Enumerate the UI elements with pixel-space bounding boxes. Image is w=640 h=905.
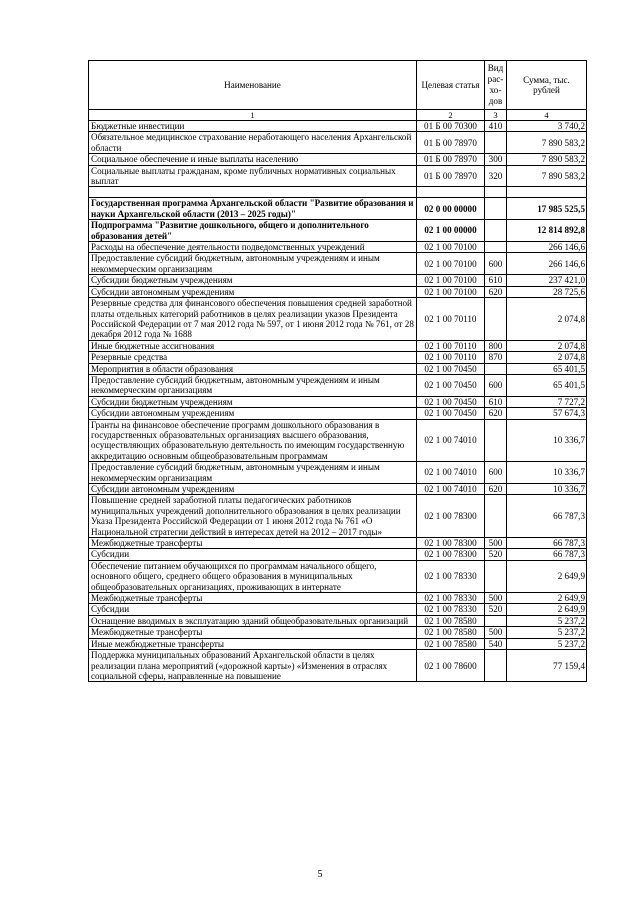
- row-sum-cell: 5 237,2: [507, 615, 587, 626]
- table-row: [89, 298, 587, 341]
- row-target-article-cell: 02 1 00 78330: [417, 560, 485, 592]
- row-expense-type-cell: [485, 363, 507, 374]
- table-row: [89, 242, 587, 253]
- row-name-cell: Расходы на обеспечение деятельности подведомственных учреждений: [89, 242, 417, 253]
- column-number: 2: [417, 110, 485, 121]
- row-sum-cell: 28 725,6: [507, 286, 587, 297]
- row-target-article-cell: 02 1 00 74010: [417, 462, 485, 484]
- row-sum-cell: 66 787,3: [507, 495, 587, 538]
- row-target-article-cell: 02 1 00 78580: [417, 638, 485, 649]
- row-sum-cell: 2 649,9: [507, 593, 587, 604]
- row-name-cell: Повышение средней заработной платы педагогических работников муниципальных учреждений дополнительного образования в целях реализации Указа Президента Российской Федерации от 1 июня 2012 года № 761 «О Национальной стратегии действий в интересах детей на 2012 – 2017 годы»: [89, 495, 417, 538]
- budget-table-container: [88, 60, 587, 682]
- row-expense-type-cell: 620: [485, 484, 507, 495]
- column-number-row: [89, 110, 587, 121]
- row-name-cell: Обязательное медицинское страхование неработающего населения Архангельской области: [89, 132, 417, 154]
- table-row: [89, 154, 587, 165]
- table-row: [89, 593, 587, 604]
- row-target-article-cell: 02 1 00 70100: [417, 242, 485, 253]
- row-target-article-cell: 02 1 00 70100: [417, 286, 485, 297]
- row-sum-cell: 7 890 583,2: [507, 132, 587, 154]
- row-target-article-cell: 02 1 00 74010: [417, 419, 485, 462]
- row-name-cell: Резервные средства для финансового обеспечения повышения средней заработной платы отдельных категорий работников в целях реализации указов Президента Российской Федерации от 7 мая 2012 года № 597, от 1 июня 2012 года № 761, от 28 декабря 2012 года № 1688: [89, 298, 417, 341]
- row-expense-type-cell: 620: [485, 286, 507, 297]
- row-name-cell: Субсидии: [89, 604, 417, 615]
- row-expense-type-cell: 520: [485, 604, 507, 615]
- table-row: [89, 396, 587, 407]
- row-target-article-cell: 02 1 00 00000: [417, 220, 485, 242]
- row-target-article-cell: 02 1 00 70450: [417, 396, 485, 407]
- row-sum-cell: 12 814 892,8: [507, 220, 587, 242]
- row-expense-type-cell: [485, 132, 507, 154]
- row-name-cell: Субсидии автономным учреждениям: [89, 286, 417, 297]
- row-sum-cell: 7 890 583,2: [507, 165, 587, 187]
- header-target-article: Целевая статья: [417, 61, 485, 110]
- row-target-article-cell: 02 1 00 70450: [417, 363, 485, 374]
- row-sum-cell: 66 787,3: [507, 549, 587, 560]
- row-target-article-cell: 02 1 00 70100: [417, 275, 485, 286]
- row-sum-cell: 5 237,2: [507, 638, 587, 649]
- table-row: [89, 352, 587, 363]
- row-target-article-cell: 02 1 00 78300: [417, 538, 485, 549]
- row-sum-cell: 77 159,4: [507, 650, 587, 682]
- row-name-cell: Межбюджетные трансферты: [89, 627, 417, 638]
- row-expense-type-cell: 600: [485, 374, 507, 396]
- row-sum-cell: 65 401,5: [507, 374, 587, 396]
- table-row: [89, 462, 587, 484]
- row-name-cell: Резервные средства: [89, 352, 417, 363]
- row-expense-type-cell: [485, 198, 507, 220]
- row-target-article-cell: 02 1 00 70450: [417, 408, 485, 419]
- row-sum-cell: 65 401,5: [507, 363, 587, 374]
- row-sum-cell: 66 787,3: [507, 538, 587, 549]
- table-row: [89, 560, 587, 592]
- row-name-cell: Предоставление субсидий бюджетным, автономным учреждениям и иным некоммерческим организациям: [89, 253, 417, 275]
- table-header-row: [89, 61, 587, 110]
- column-number: 1: [89, 110, 417, 121]
- table-row: [89, 627, 587, 638]
- row-expense-type-cell: [485, 298, 507, 341]
- table-row: [89, 538, 587, 549]
- row-target-article-cell: 02 1 00 78580: [417, 627, 485, 638]
- row-target-article-cell: 01 Б 00 70300: [417, 121, 485, 132]
- row-target-article-cell: 02 1 00 78580: [417, 615, 485, 626]
- table-row: [89, 549, 587, 560]
- table-row: [89, 220, 587, 242]
- table-row: [89, 374, 587, 396]
- row-name-cell: [89, 187, 417, 198]
- row-target-article-cell: 02 1 00 70100: [417, 253, 485, 275]
- table-row-spacer: [89, 187, 587, 198]
- row-expense-type-cell: 620: [485, 408, 507, 419]
- table-row: [89, 132, 587, 154]
- row-name-cell: Предоставление субсидий бюджетным, автономным учреждениям и иным некоммерческим организациям: [89, 462, 417, 484]
- row-sum-cell: 2 649,9: [507, 560, 587, 592]
- table-row: [89, 495, 587, 538]
- row-expense-type-cell: 800: [485, 340, 507, 351]
- table-row: [89, 363, 587, 374]
- row-expense-type-cell: 410: [485, 121, 507, 132]
- row-name-cell: Гранты на финансовое обеспечение программ дошкольного образования в государственных образовательных организациях высшего образования, осуществляющих образовательную деятельность по имеющим государственную аккредитацию основным общеобразовательным программам: [89, 419, 417, 462]
- row-expense-type-cell: 500: [485, 627, 507, 638]
- row-name-cell: Обеспечение питанием обучающихся по программам начального общего, основного общего, среднего общего образования в муниципальных общеобразовательных организациях, проживающих в интернате: [89, 560, 417, 592]
- row-name-cell: Поддержка муниципальных образований Архангельской области в целях реализации плана мероприятий («дорожной карты») «Изменения в отраслях социальной сферы, направленные на повышение: [89, 650, 417, 682]
- table-row: [89, 419, 587, 462]
- row-name-cell: Субсидии: [89, 549, 417, 560]
- budget-table: [88, 60, 587, 682]
- row-sum-cell: 266 146,6: [507, 242, 587, 253]
- row-sum-cell: 7 727,2: [507, 396, 587, 407]
- row-name-cell: Иные межбюджетные трансферты: [89, 638, 417, 649]
- row-expense-type-cell: [485, 495, 507, 538]
- row-target-article-cell: 02 1 00 78600: [417, 650, 485, 682]
- column-number: 3: [485, 110, 507, 121]
- row-expense-type-cell: 500: [485, 538, 507, 549]
- table-row: [89, 484, 587, 495]
- row-target-article-cell: 02 1 00 78300: [417, 495, 485, 538]
- row-target-article-cell: 02 1 00 70110: [417, 352, 485, 363]
- table-row: [89, 198, 587, 220]
- row-expense-type-cell: 320: [485, 165, 507, 187]
- table-row: [89, 286, 587, 297]
- row-expense-type-cell: 300: [485, 154, 507, 165]
- row-expense-type-cell: 610: [485, 275, 507, 286]
- row-expense-type-cell: [485, 560, 507, 592]
- row-sum-cell: 57 674,3: [507, 408, 587, 419]
- row-target-article-cell: [417, 187, 485, 198]
- table-row: [89, 165, 587, 187]
- row-expense-type-cell: 520: [485, 549, 507, 560]
- row-expense-type-cell: 500: [485, 593, 507, 604]
- row-expense-type-cell: [485, 419, 507, 462]
- row-sum-cell: 2 649,9: [507, 604, 587, 615]
- row-sum-cell: 2 074,8: [507, 352, 587, 363]
- header-sum: Сумма, тыс. рублей: [507, 61, 587, 110]
- row-name-cell: Межбюджетные трансферты: [89, 538, 417, 549]
- table-row: [89, 615, 587, 626]
- row-name-cell: Межбюджетные трансферты: [89, 593, 417, 604]
- row-name-cell: Подпрограмма "Развитие дошкольного, общего и дополнительного образования детей": [89, 220, 417, 242]
- row-sum-cell: 17 985 525,5: [507, 198, 587, 220]
- table-row: [89, 638, 587, 649]
- table-row: [89, 650, 587, 682]
- row-target-article-cell: 02 1 00 78330: [417, 593, 485, 604]
- row-sum-cell: 10 336,7: [507, 462, 587, 484]
- table-row: [89, 253, 587, 275]
- row-expense-type-cell: 600: [485, 462, 507, 484]
- row-sum-cell: 7 890 583,2: [507, 154, 587, 165]
- row-name-cell: Социальное обеспечение и иные выплаты населению: [89, 154, 417, 165]
- row-target-article-cell: 02 1 00 70450: [417, 374, 485, 396]
- table-row: [89, 121, 587, 132]
- page-number: 5: [317, 869, 323, 880]
- table-row: [89, 604, 587, 615]
- row-target-article-cell: 02 1 00 70110: [417, 340, 485, 351]
- row-name-cell: Субсидии бюджетным учреждениям: [89, 396, 417, 407]
- table-body: [89, 121, 587, 682]
- table-row: [89, 408, 587, 419]
- row-sum-cell: 10 336,7: [507, 484, 587, 495]
- row-sum-cell: 3 740,2: [507, 121, 587, 132]
- row-target-article-cell: 01 Б 00 78970: [417, 165, 485, 187]
- row-target-article-cell: 02 1 00 78300: [417, 549, 485, 560]
- row-expense-type-cell: 870: [485, 352, 507, 363]
- column-number: 4: [507, 110, 587, 121]
- row-sum-cell: 266 146,6: [507, 253, 587, 275]
- row-name-cell: Мероприятия в области образования: [89, 363, 417, 374]
- row-expense-type-cell: [485, 242, 507, 253]
- header-name: Наименование: [89, 61, 417, 110]
- row-target-article-cell: 02 1 00 70110: [417, 298, 485, 341]
- table-row: [89, 340, 587, 351]
- row-target-article-cell: 02 1 00 74010: [417, 484, 485, 495]
- row-name-cell: Социальные выплаты гражданам, кроме публичных нормативных социальных выплат: [89, 165, 417, 187]
- row-target-article-cell: 01 Б 00 78970: [417, 132, 485, 154]
- row-name-cell: Иные бюджетные ассигнования: [89, 340, 417, 351]
- row-expense-type-cell: [485, 615, 507, 626]
- table-row: [89, 275, 587, 286]
- row-expense-type-cell: [485, 220, 507, 242]
- row-name-cell: Субсидии автономным учреждениям: [89, 408, 417, 419]
- row-sum-cell: 10 336,7: [507, 419, 587, 462]
- row-sum-cell: 2 074,8: [507, 298, 587, 341]
- row-target-article-cell: 02 1 00 78330: [417, 604, 485, 615]
- row-expense-type-cell: [485, 650, 507, 682]
- row-target-article-cell: 01 Б 00 78970: [417, 154, 485, 165]
- row-expense-type-cell: 600: [485, 253, 507, 275]
- row-name-cell: Предоставление субсидий бюджетным, автономным учреждениям и иным некоммерческим организациям: [89, 374, 417, 396]
- row-expense-type-cell: 540: [485, 638, 507, 649]
- row-sum-cell: 237 421,0: [507, 275, 587, 286]
- row-sum-cell: 5 237,2: [507, 627, 587, 638]
- row-target-article-cell: 02 0 00 00000: [417, 198, 485, 220]
- header-expense-type: Вид рас-хо-дов: [485, 61, 507, 110]
- row-sum-cell: 2 074,8: [507, 340, 587, 351]
- row-name-cell: Бюджетные инвестиции: [89, 121, 417, 132]
- row-expense-type-cell: 610: [485, 396, 507, 407]
- row-name-cell: Государственная программа Архангельской области "Развитие образования и науки Архангельской области (2013 – 2025 годы)": [89, 198, 417, 220]
- row-name-cell: Субсидии автономным учреждениям: [89, 484, 417, 495]
- row-expense-type-cell: [485, 187, 507, 198]
- row-name-cell: Оснащение вводимых в эксплуатацию зданий общеобразовательных организаций: [89, 615, 417, 626]
- row-sum-cell: [507, 187, 587, 198]
- row-name-cell: Субсидии бюджетным учреждениям: [89, 275, 417, 286]
